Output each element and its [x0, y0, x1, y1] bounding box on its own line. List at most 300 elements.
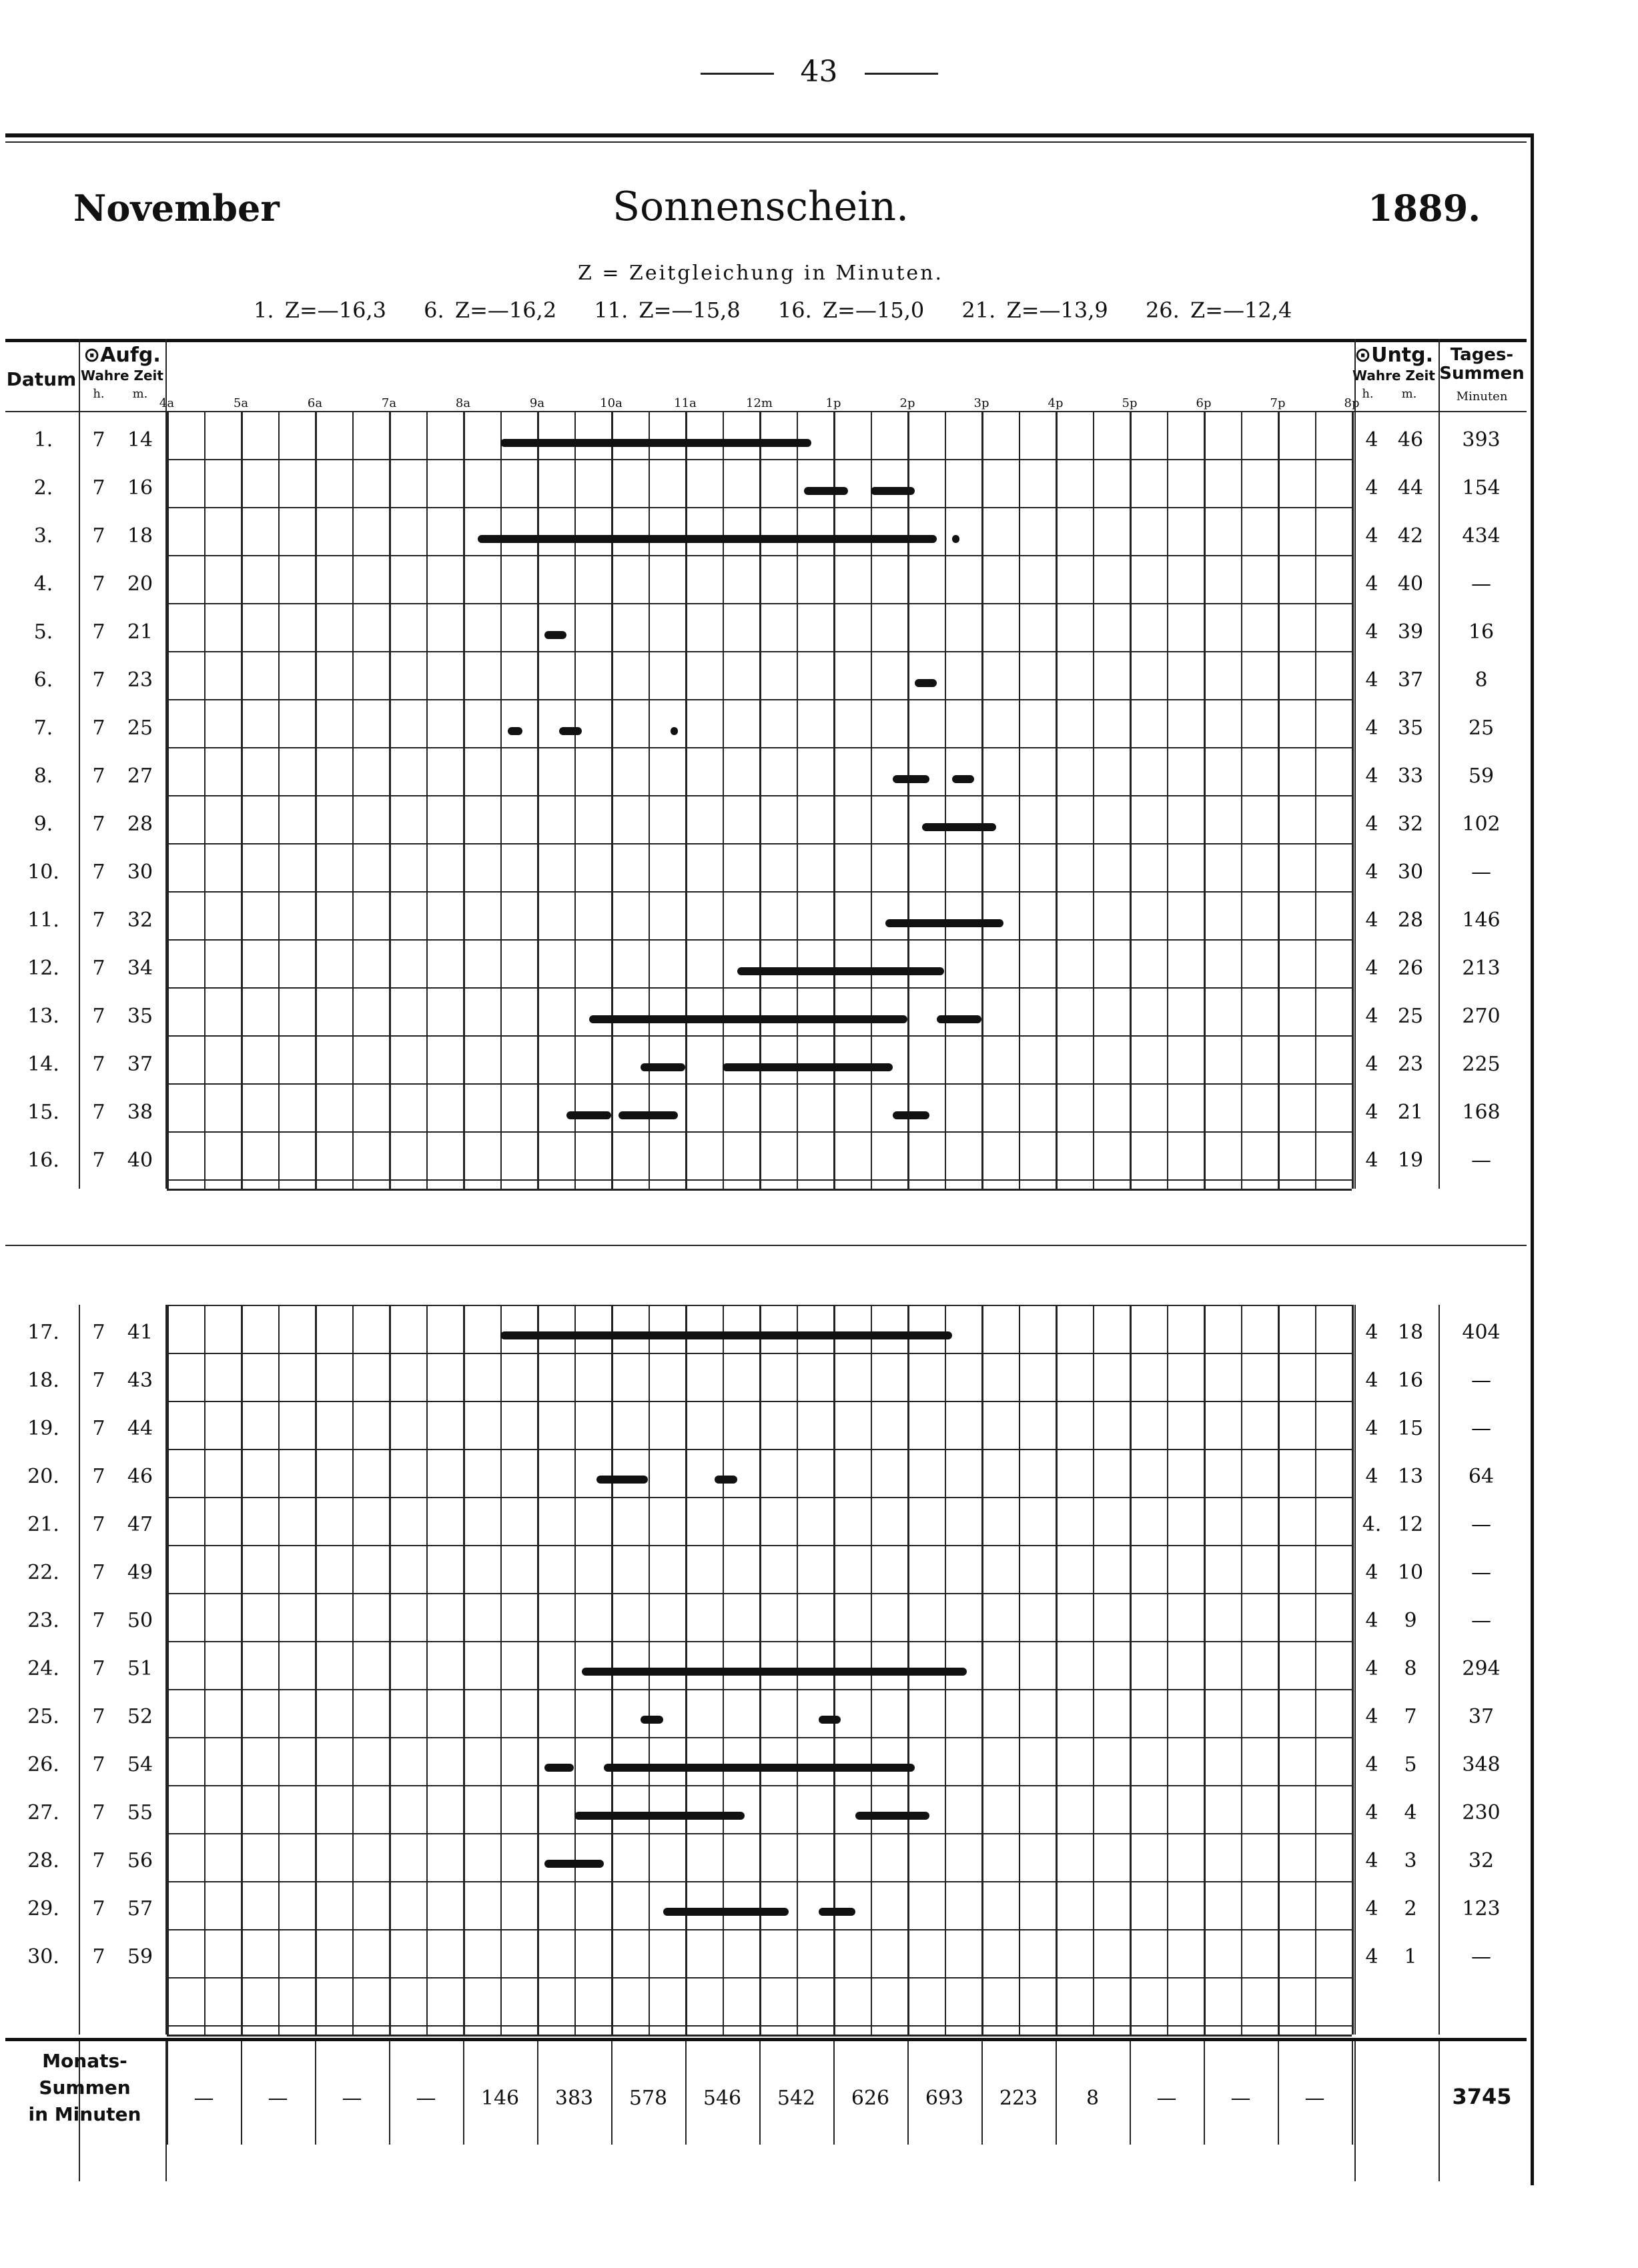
- daily-total: 37: [1468, 1705, 1495, 1728]
- hour-tick-label: 10a: [600, 396, 623, 410]
- sunshine-trace: [893, 1111, 930, 1119]
- sunset-hour: 4: [1365, 1897, 1378, 1920]
- sunrise-hour: 7: [92, 1101, 105, 1124]
- row-date: 15.: [27, 1101, 59, 1124]
- daily-total: 16: [1468, 620, 1495, 644]
- grid-row-line: [167, 1305, 1352, 1306]
- hour-tick-label: 7a: [381, 396, 397, 410]
- grid-line: [907, 2038, 909, 2145]
- grid-row-line: [167, 1881, 1352, 1882]
- column-separator: [1439, 2038, 1440, 2181]
- column-separator: [1354, 1305, 1356, 2035]
- grid-line: [1278, 411, 1280, 1189]
- sunset-hour: 4: [1365, 1417, 1378, 1440]
- sunset-hour: 4: [1365, 572, 1378, 596]
- monthly-value: —: [1230, 2087, 1251, 2110]
- grid-row-line: [167, 1401, 1352, 1402]
- sunrise-hour: 7: [92, 428, 105, 452]
- sunrise-hour: 7: [92, 1945, 105, 1968]
- daily-total: 64: [1468, 1465, 1495, 1488]
- sunshine-trace: [871, 487, 915, 495]
- grid-line: [241, 1305, 243, 2035]
- sunset-hour: 4: [1365, 476, 1378, 500]
- sunrise-minute: 55: [127, 1801, 153, 1824]
- grid-row-line: [167, 939, 1352, 941]
- grid-line: [278, 411, 280, 1189]
- page-title: Sonnenschein.: [612, 183, 909, 230]
- sunshine-trace: [937, 1015, 981, 1023]
- sunrise-minute: 52: [127, 1705, 153, 1728]
- monthly-value: 578: [629, 2087, 668, 2110]
- z-value: 16. Z=—15,0: [777, 298, 925, 323]
- sunset-hour: 4: [1365, 861, 1378, 884]
- monthly-value: 8: [1086, 2087, 1100, 2110]
- grid-line: [981, 1305, 983, 2035]
- row-date: 24.: [27, 1657, 59, 1680]
- sunshine-trace: [589, 1015, 907, 1023]
- row-date: 17.: [27, 1321, 59, 1344]
- monthly-value: 693: [925, 2087, 964, 2110]
- sunset-minute: 26: [1397, 957, 1424, 980]
- grid-row-line: [167, 1179, 1352, 1181]
- grid-line: [389, 1305, 391, 2035]
- row-date: 28.: [27, 1849, 59, 1872]
- row-date: 14.: [27, 1053, 59, 1076]
- sunrise-minute: 57: [127, 1897, 153, 1920]
- row-date: 21.: [27, 1513, 59, 1536]
- z-value: 1. Z=—16,3: [254, 298, 386, 323]
- sunrise-hour: 7: [92, 1053, 105, 1076]
- grid-line: [315, 2038, 316, 2145]
- sunrise-hour: 7: [92, 957, 105, 980]
- monthly-label-line2: in Minuten: [28, 2103, 141, 2125]
- grid-row-line: [167, 1977, 1352, 1978]
- sunset-hour: 4: [1365, 764, 1378, 788]
- grid-line: [907, 411, 909, 1189]
- col-sunrise-h: h.: [93, 387, 105, 401]
- sunrise-minute: 30: [127, 861, 153, 884]
- sunrise-hour: 7: [92, 1561, 105, 1584]
- sunrise-minute: 59: [127, 1945, 153, 1968]
- sunset-hour: 4: [1365, 1101, 1378, 1124]
- monthly-value: —: [416, 2087, 436, 2110]
- col-datum: Datum: [6, 368, 77, 390]
- grid-line: [315, 1305, 317, 2035]
- row-date: 25.: [27, 1705, 59, 1728]
- col-sunrise-true-time: Wahre Zeit: [81, 368, 163, 384]
- daily-total: 348: [1462, 1753, 1501, 1776]
- sunrise-minute: 40: [127, 1149, 153, 1172]
- sunrise-hour: 7: [92, 1753, 105, 1776]
- sunset-hour: 4: [1365, 812, 1378, 836]
- row-date: 11.: [27, 909, 59, 932]
- sunshine-trace: [508, 727, 522, 735]
- grid-line: [1315, 1305, 1316, 2035]
- monthly-value: 383: [554, 2087, 594, 2110]
- grid-row-line: [167, 1035, 1352, 1037]
- equation-of-time-caption: Z = Zeitgleichung in Minuten.: [577, 261, 944, 285]
- grid-row-line: [167, 1545, 1352, 1546]
- sunshine-trace: [671, 727, 678, 735]
- grid-line: [1241, 411, 1242, 1189]
- monthly-label-line1: Monats-Summen: [39, 2050, 131, 2099]
- column-separator: [79, 1305, 80, 2035]
- sunrise-minute: 27: [127, 764, 153, 788]
- sunset-minute: 37: [1397, 668, 1424, 692]
- grid-line: [1167, 1305, 1168, 2035]
- page-number: 43: [0, 55, 1638, 89]
- sunset-hour: 4: [1365, 1149, 1378, 1172]
- sunrise-hour: 7: [92, 668, 105, 692]
- sunrise-hour: 7: [92, 1321, 105, 1344]
- sunset-hour: 4: [1365, 1321, 1378, 1344]
- daily-total: 25: [1468, 716, 1495, 740]
- sunrise-hour: 7: [92, 1149, 105, 1172]
- grid-row-line: [167, 843, 1352, 844]
- sunset-minute: 5: [1404, 1753, 1417, 1776]
- grid-row-line: [167, 603, 1352, 604]
- sunset-minute: 40: [1397, 572, 1424, 596]
- row-date: 1.: [33, 428, 53, 452]
- monthly-divider: [5, 2038, 1527, 2041]
- col-sunset-m: m.: [1401, 387, 1417, 401]
- row-date: 3.: [33, 524, 53, 548]
- grid-line: [241, 2038, 242, 2145]
- sunrise-minute: 47: [127, 1513, 153, 1536]
- monthly-value: —: [1304, 2087, 1325, 2110]
- sunset-minute: 28: [1397, 909, 1424, 932]
- daily-total: 146: [1462, 909, 1501, 932]
- col-daily-sums-unit: Minuten: [1456, 390, 1508, 404]
- monthly-value: 223: [999, 2087, 1038, 2110]
- sunrise-minute: 46: [127, 1465, 153, 1488]
- half-month-divider: [5, 1245, 1527, 1246]
- grid-row-line: [167, 1353, 1352, 1354]
- sunset-minute: 3: [1404, 1849, 1417, 1872]
- monthly-total: 3745: [1452, 2084, 1512, 2109]
- sunshine-trace: [566, 1111, 611, 1119]
- grid-line: [723, 411, 724, 1189]
- sunrise-hour: 7: [92, 524, 105, 548]
- sunset-hour: 4: [1365, 1369, 1378, 1392]
- sunrise-minute: 51: [127, 1657, 153, 1680]
- equation-of-time-values: [254, 298, 1318, 323]
- row-date: 2.: [33, 476, 53, 500]
- grid-line: [611, 411, 613, 1189]
- sunrise-hour: 7: [92, 1849, 105, 1872]
- column-separator: [79, 339, 80, 1189]
- z-value: 21. Z=—13,9: [961, 298, 1108, 323]
- sunset-hour: 4: [1365, 1609, 1378, 1632]
- sunset-minute: 15: [1397, 1417, 1424, 1440]
- sunshine-trace: [544, 1860, 604, 1868]
- sunrise-minute: 38: [127, 1101, 153, 1124]
- sunrise-hour: 7: [92, 1705, 105, 1728]
- daily-total: —: [1471, 1149, 1491, 1172]
- sunset-hour: 4: [1365, 1753, 1378, 1776]
- hour-tick-label: 5p: [1122, 396, 1138, 410]
- month-label: November: [73, 187, 280, 229]
- grid-bottom: [167, 2035, 1352, 2037]
- sunset-minute: 12: [1397, 1513, 1424, 1536]
- sunrise-hour: 7: [92, 572, 105, 596]
- grid-line: [611, 2038, 612, 2145]
- sunshine-trace: [893, 775, 930, 783]
- sunshine-trace: [559, 727, 581, 735]
- daily-total: 404: [1462, 1321, 1501, 1344]
- grid-line: [537, 411, 539, 1189]
- sunrise-minute: 20: [127, 572, 153, 596]
- sunrise-minute: 43: [127, 1369, 153, 1392]
- sunshine-trace: [604, 1764, 915, 1772]
- row-date: 9.: [33, 812, 53, 836]
- row-date: 5.: [33, 620, 53, 644]
- monthly-value: 146: [480, 2087, 520, 2110]
- sunshine-trace: [804, 487, 849, 495]
- sunrise-minute: 16: [127, 476, 153, 500]
- hour-tick-label: 6p: [1196, 396, 1212, 410]
- grid-line: [1204, 2038, 1205, 2145]
- sunset-hour: 4: [1365, 668, 1378, 692]
- grid-line: [1167, 411, 1168, 1189]
- grid-line: [500, 1305, 502, 2035]
- grid-line: [981, 2038, 983, 2145]
- grid-row-line: [167, 1737, 1352, 1738]
- grid-line: [463, 1305, 465, 2035]
- daily-total: —: [1471, 1513, 1491, 1536]
- grid-line: [1056, 411, 1058, 1189]
- grid-row-line: [167, 459, 1352, 460]
- grid-line: [1352, 1305, 1354, 2035]
- monthly-value: —: [268, 2087, 288, 2110]
- hour-tick-label: 4p: [1048, 396, 1064, 410]
- sunset-minute: 10: [1397, 1561, 1424, 1584]
- year-label: 1889.: [1368, 187, 1481, 229]
- z-value: 26. Z=—12,4: [1145, 298, 1292, 323]
- grid-row-line: [167, 795, 1352, 796]
- sunrise-minute: 35: [127, 1005, 153, 1028]
- sunrise-hour: 7: [92, 764, 105, 788]
- hour-tick-label: 9a: [529, 396, 545, 410]
- sunrise-hour: 7: [92, 1465, 105, 1488]
- row-date: 26.: [27, 1753, 59, 1776]
- sunset-hour: 4: [1365, 1561, 1378, 1584]
- grid-row-line: [167, 507, 1352, 508]
- z-value: 6. Z=—16,2: [424, 298, 557, 323]
- hour-tick-label: 4a: [159, 396, 175, 410]
- sunrise-minute: 49: [127, 1561, 153, 1584]
- grid-line: [833, 411, 835, 1189]
- sunset-minute: 8: [1404, 1657, 1417, 1680]
- grid-row-line: [167, 1131, 1352, 1133]
- grid-line: [1019, 1305, 1020, 2035]
- grid-line: [685, 2038, 687, 2145]
- grid-line: [1056, 2038, 1057, 2145]
- monthly-value: —: [1156, 2087, 1177, 2110]
- grid-line: [204, 1305, 206, 2035]
- daily-total: 225: [1462, 1053, 1501, 1076]
- grid-line: [685, 411, 687, 1189]
- sunset-hour: 4: [1365, 524, 1378, 548]
- sunset-hour: 4: [1365, 1849, 1378, 1872]
- sunrise-hour: 7: [92, 716, 105, 740]
- grid-line: [1019, 411, 1020, 1189]
- grid-line: [315, 411, 317, 1189]
- sunshine-trace: [641, 1063, 685, 1071]
- grid-row-line: [167, 2025, 1352, 2027]
- daily-total: 213: [1462, 957, 1501, 980]
- sunset-minute: 46: [1397, 428, 1424, 452]
- grid-line: [574, 1305, 576, 2035]
- sunset-minute: 44: [1397, 476, 1424, 500]
- sunset-hour: 4: [1365, 716, 1378, 740]
- sunrise-hour: 7: [92, 1801, 105, 1824]
- daily-total: —: [1471, 572, 1491, 596]
- grid-line: [1204, 411, 1206, 1189]
- sunshine-trace: [952, 535, 959, 543]
- grid-line: [1315, 411, 1316, 1189]
- sunshine-trace: [663, 1908, 789, 1916]
- sunset-hour: 4: [1365, 1465, 1378, 1488]
- sunshine-trace: [582, 1668, 967, 1676]
- hour-tick-label: 11a: [674, 396, 697, 410]
- sunset-hour: 4: [1365, 957, 1378, 980]
- sunset-minute: 19: [1397, 1149, 1424, 1172]
- sunrise-minute: 54: [127, 1753, 153, 1776]
- daily-total: 8: [1475, 668, 1488, 692]
- row-date: 18.: [27, 1369, 59, 1392]
- row-date: 8.: [33, 764, 53, 788]
- grid-row-line: [167, 1449, 1352, 1450]
- daily-total: 294: [1462, 1657, 1501, 1680]
- row-date: 4.: [33, 572, 53, 596]
- grid-line: [1204, 1305, 1206, 2035]
- sunset-minute: 42: [1397, 524, 1424, 548]
- daily-total: 393: [1462, 428, 1501, 452]
- daily-total: 32: [1468, 1849, 1495, 1872]
- daily-total: —: [1471, 1369, 1491, 1392]
- hour-tick-label: 7p: [1270, 396, 1286, 410]
- row-date: 13.: [27, 1005, 59, 1028]
- grid-line: [389, 2038, 390, 2145]
- sunset-hour: 4: [1365, 1801, 1378, 1824]
- col-sunset: ⊙Untg.: [1354, 344, 1434, 367]
- grid-line: [797, 411, 798, 1189]
- sunset-hour: 4: [1365, 620, 1378, 644]
- col-sunrise-m: m.: [132, 387, 148, 401]
- column-separator: [1439, 1305, 1440, 2035]
- sunshine-trace: [544, 1764, 574, 1772]
- sunset-minute: 33: [1397, 764, 1424, 788]
- sunset-hour: 4: [1365, 428, 1378, 452]
- sunshine-trace: [641, 1716, 663, 1724]
- hour-tick-label: 8p: [1344, 396, 1360, 410]
- sunset-minute: 35: [1397, 716, 1424, 740]
- hour-tick-label: 8a: [455, 396, 471, 410]
- z-value: 11. Z=—15,8: [594, 298, 741, 323]
- grid-line: [574, 411, 576, 1189]
- daily-total: —: [1471, 1945, 1491, 1968]
- sunrise-minute: 44: [127, 1417, 153, 1440]
- column-separator: [1354, 339, 1356, 1189]
- sunshine-trace: [715, 1476, 737, 1484]
- sunrise-hour: 7: [92, 620, 105, 644]
- sunset-minute: 25: [1397, 1005, 1424, 1028]
- monthly-value: 626: [851, 2087, 890, 2110]
- row-date: 30.: [27, 1945, 59, 1968]
- sunrise-minute: 25: [127, 716, 153, 740]
- sunshine-trace: [500, 439, 811, 447]
- sunshine-trace: [500, 1331, 952, 1339]
- sunshine-trace: [544, 631, 566, 639]
- grid-line: [241, 411, 243, 1189]
- grid-row-line: [167, 1641, 1352, 1642]
- sunrise-hour: 7: [92, 1657, 105, 1680]
- monthly-value: 542: [777, 2087, 816, 2110]
- sunrise-minute: 41: [127, 1321, 153, 1344]
- row-date: 20.: [27, 1465, 59, 1488]
- sunset-hour: 4: [1365, 1005, 1378, 1028]
- grid-line: [649, 411, 650, 1189]
- grid-line: [463, 411, 465, 1189]
- grid-line: [1352, 411, 1354, 1189]
- hour-tick-label: 2p: [899, 396, 915, 410]
- sunshine-trace: [737, 967, 945, 975]
- monthly-value: —: [193, 2087, 214, 2110]
- grid-line: [1352, 2038, 1353, 2145]
- daily-total: —: [1471, 1417, 1491, 1440]
- sunset-minute: 13: [1397, 1465, 1424, 1488]
- sunset-minute: 32: [1397, 812, 1424, 836]
- sunshine-trace: [596, 1476, 649, 1484]
- hour-tick-label: 12m: [746, 396, 773, 410]
- grid-line: [1130, 1305, 1132, 2035]
- sunrise-hour: 7: [92, 909, 105, 932]
- row-date: 29.: [27, 1897, 59, 1920]
- sunshine-trace: [619, 1111, 678, 1119]
- sunset-minute: 2: [1404, 1897, 1417, 1920]
- grid-row-line: [167, 1497, 1352, 1498]
- grid-row-line: [167, 987, 1352, 989]
- daily-total: —: [1471, 861, 1491, 884]
- sunset-hour: 4: [1365, 1705, 1378, 1728]
- sunset-minute: 21: [1397, 1101, 1424, 1124]
- sunshine-trace: [723, 1063, 893, 1071]
- grid-row-line: [167, 699, 1352, 700]
- sunset-hour: 4: [1365, 1657, 1378, 1680]
- row-date: 19.: [27, 1417, 59, 1440]
- daily-total: —: [1471, 1609, 1491, 1632]
- sunrise-minute: 32: [127, 909, 153, 932]
- grid-line: [1056, 1305, 1058, 2035]
- sunshine-trace: [855, 1812, 929, 1820]
- daily-total: —: [1471, 1561, 1491, 1584]
- grid-line: [981, 411, 983, 1189]
- sunset-minute: 30: [1397, 861, 1424, 884]
- daily-total: 270: [1462, 1005, 1501, 1028]
- grid-bottom: [167, 1189, 1352, 1191]
- sunset-hour: 4: [1365, 1053, 1378, 1076]
- daily-total: 123: [1462, 1897, 1501, 1920]
- sunset-minute: 9: [1404, 1609, 1417, 1632]
- sunset-minute: 23: [1397, 1053, 1424, 1076]
- sunrise-minute: 56: [127, 1849, 153, 1872]
- sunrise-hour: 7: [92, 1005, 105, 1028]
- row-date: 7.: [33, 716, 53, 740]
- grid-row-line: [167, 651, 1352, 652]
- sunshine-trace: [952, 775, 974, 783]
- grid-line: [759, 411, 761, 1189]
